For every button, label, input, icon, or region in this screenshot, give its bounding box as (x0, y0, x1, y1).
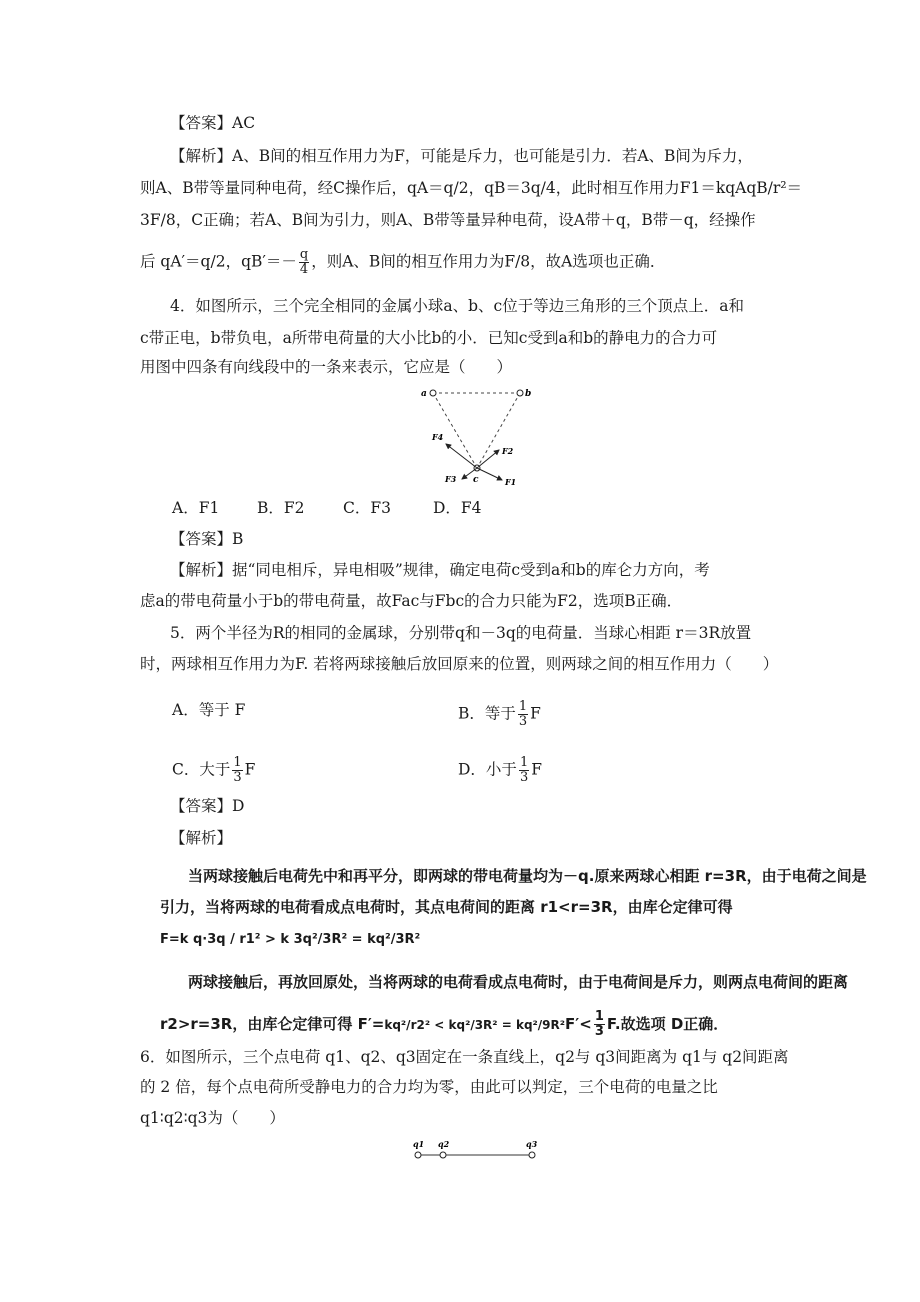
q4-analysis-line-1: 【解析】据“同电相斥，异电相吸”规律，确定电荷c受到a和b的库仑力方向，考 (170, 561, 710, 579)
q4-stem-line-1: 4．如图所示，三个完全相同的金属小球a、b、c位于等边三角形的三个顶点上．a和 (170, 297, 744, 315)
q4-option-a: A．F1 (172, 499, 220, 517)
q6-charges-figure (405, 1137, 545, 1163)
q6-stem-line-3: q1∶q2∶q3为（ ） (140, 1109, 285, 1127)
q3-fraction-num: q (299, 247, 309, 262)
ball-a (430, 390, 436, 396)
q4-option-d: D．F4 (433, 499, 482, 517)
q5-stem-line-2: 时，两球相互作用力为F. 若将两球接触后放回原来的位置，则两球之间的相互作用力（ ） (140, 655, 779, 673)
q3-analysis-line-4-post: ，则A、B间的相互作用力为F/8，故A选项也正确． (311, 252, 666, 271)
q5-option-d-label: D．小于 (458, 760, 517, 779)
q5-option-a: A．等于 F (172, 701, 246, 719)
label-q3: q3 (526, 1139, 538, 1149)
q3-fraction (299, 248, 309, 277)
charge-q3 (529, 1152, 535, 1158)
charge-q1 (415, 1152, 421, 1158)
vector-F4 (446, 444, 477, 468)
frac-num: 1 (519, 755, 529, 770)
q4-triangle-figure (410, 378, 540, 490)
q4-stem-line-2: c带正电，b带负电，a所带电荷量的大小比b的小．已知c受到a和b的静电力的合力可 (140, 329, 718, 347)
q4-stem-line-3: 用图中四条有向线段中的一条来表示，它应是（ ） (140, 358, 513, 376)
q5-option-b-label: B．等于 (458, 704, 516, 723)
q3-analysis-line-3: 3F/8，C正确；若A、B间为引力，则A、B带等量异种电荷，设A带＋q，B带－q，经操作 (140, 211, 756, 229)
label-F1: F1 (505, 477, 517, 487)
q5-analysis-head: 【解析】 (170, 829, 233, 847)
q5-stem-line-1: 5．两个半径为R的相同的金属球，分别带q和－3q的电荷量．当球心相距 r＝3R放置 (170, 624, 752, 642)
label-b: b (525, 389, 532, 399)
frac-num: 1 (233, 755, 242, 770)
q6-stem-line-1: 6．如图所示，三个点电荷 q1、q2、q3固定在一条直线上，q2与 q3间距离为 q1与 q2间距离 (140, 1048, 789, 1066)
q4-analysis-line-2: 虑a的带电荷量小于b的带电荷量，故Fac与Fbc的合力只能为F2，选项B正确． (140, 592, 683, 610)
q3-analysis-line-4 (140, 248, 665, 277)
q5-body-line-2: 引力，当将两球的电荷看成点电荷时，其点电荷间的距离 r1<r=3R，由库仑定律可得 (160, 898, 733, 916)
q5-option-c-var: F (244, 760, 256, 779)
label-c: c (473, 475, 479, 485)
q5-body-line-4-pre: r2>r=3R，由库仑定律可得 F′= (160, 1015, 385, 1033)
q5-option-c-label: C．大于 (172, 760, 231, 779)
frac-den: 3 (594, 1024, 604, 1039)
label-F3: F3 (445, 474, 457, 484)
q3-analysis-line-2: 则A、B带等量同种电荷，经C操作后，qA＝q/2，qB＝3q/4，此时相互作用力F1＝kqAqB/r²＝ (140, 179, 803, 197)
frac-den: 3 (233, 770, 242, 785)
q5-option-b-var: F (530, 704, 541, 723)
q5-formula-2: kq²/r2² < kq²/3R² = kq²/9R² (384, 1018, 566, 1032)
q5-body-line-4-post: F′< (565, 1015, 592, 1033)
ball-b (517, 390, 523, 396)
q5-formula-1: F=k q·3q / r1² > k 3q²/3R² = kq²/3R² (160, 932, 421, 947)
frac-den: 3 (518, 714, 528, 729)
q4-answer: 【答案】B (170, 530, 244, 548)
q5-option-b (458, 700, 541, 729)
label-F4: F4 (432, 432, 444, 442)
q5-option-d (458, 756, 542, 785)
frac-den: 3 (519, 770, 529, 785)
label-q2: q2 (438, 1139, 450, 1149)
q3-analysis-line-4-pre: 后 qA′＝q/2，qB′＝－ (140, 252, 297, 271)
charge-q2 (440, 1152, 446, 1158)
q5-body-line-4-end: F.故选项 D正确． (606, 1015, 729, 1033)
vector-F1 (477, 468, 502, 480)
q5-body-fraction (594, 1010, 605, 1039)
q5-option-d-var: F (531, 760, 542, 779)
q4-option-b: B．F2 (257, 499, 305, 517)
q5-option-d-fraction (519, 756, 529, 785)
label-F2: F2 (502, 446, 514, 456)
q5-body-line-3: 两球接触后，再放回原处，当将两球的电荷看成点电荷时，由于电荷间是斥力，则两点电荷间的距离 (188, 973, 849, 991)
edge-bc (477, 393, 520, 468)
q3-fraction-den: 4 (299, 262, 309, 277)
q5-body-line-4 (160, 1010, 728, 1039)
label-a: a (421, 389, 427, 399)
q5-body-line-1: 当两球接触后电荷先中和再平分，即两球的带电荷量均为－q.原来两球心相距 r=3R，由于电荷之间是 (188, 867, 867, 885)
q3-analysis-line-1: 【解析】A、B间的相互作用力为F，可能是斥力，也可能是引力．若A、B间为斥力， (170, 147, 753, 165)
q5-option-c-fraction (232, 756, 242, 785)
vector-F2 (477, 450, 499, 468)
label-q1: q1 (413, 1139, 425, 1149)
q3-answer: 【答案】AC (170, 114, 256, 132)
q4-option-c: C．F3 (343, 499, 391, 517)
frac-num: 1 (594, 1009, 604, 1024)
q6-stem-line-2: 的 2 倍，每个点电荷所受静电力的合力均为零，由此可以判定，三个电荷的电量之比 (140, 1078, 718, 1096)
q5-option-c (172, 756, 255, 785)
q5-answer: 【答案】D (170, 797, 245, 815)
frac-num: 1 (518, 699, 528, 714)
q5-option-b-fraction (518, 700, 528, 729)
edge-ac (433, 393, 477, 468)
